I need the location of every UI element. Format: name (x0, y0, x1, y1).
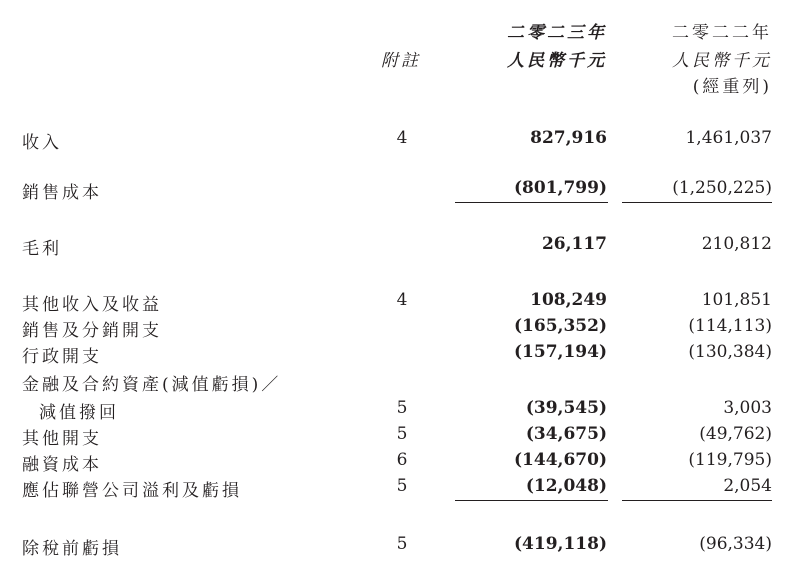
row-label-other-expenses: 其他開支 (22, 429, 102, 449)
row-2023-share-of-associates: (12,048) (525, 476, 607, 496)
row-2023-finance-costs: (144,670) (514, 450, 607, 470)
row-2022-selling-expenses: (114,113) (688, 316, 772, 336)
row-2022-loss-before-tax: (96,334) (699, 534, 772, 554)
row-note-loss-before-tax: 5 (396, 534, 408, 554)
unit-2022-header: 人民幣千元 (672, 51, 772, 71)
row-2022-share-of-associates: 2,054 (723, 476, 772, 496)
row-2022-other-expenses: (49,762) (699, 424, 772, 444)
total-rule-2023 (455, 500, 608, 501)
row-2022-other-income: 101,851 (701, 290, 772, 310)
row-2022-revenue: 1,461,037 (685, 128, 772, 148)
row-2023-impairment: (39,545) (525, 398, 607, 418)
row-2023-revenue: 827,916 (530, 128, 607, 148)
year-2022-header: 二零二二年 (672, 23, 772, 43)
row-2022-cost-of-sales: (1,250,225) (672, 178, 772, 198)
row-2023-admin-expenses: (157,194) (514, 342, 607, 362)
row-2023-selling-expenses: (165,352) (514, 316, 607, 336)
row-note-revenue: 4 (396, 128, 408, 148)
row-label-finance-costs: 融資成本 (22, 455, 102, 475)
row-2022-impairment: 3,003 (723, 398, 772, 418)
unit-2023-header: 人民幣千元 (507, 51, 607, 71)
note-column-header: 附註 (381, 51, 421, 71)
total-rule-2022 (622, 500, 772, 501)
subtotal-rule-2022 (622, 202, 772, 203)
row-label-selling-expenses: 銷售及分銷開支 (22, 321, 162, 341)
row-note-other-income: 4 (396, 290, 408, 310)
row-label-cost-of-sales: 銷售成本 (22, 183, 102, 203)
subtotal-rule-2023 (455, 202, 608, 203)
row-2023-loss-before-tax: (419,118) (514, 534, 607, 554)
row-2023-gross-profit: 26,117 (541, 234, 607, 254)
row-note-finance-costs: 6 (396, 450, 408, 470)
row-label-other-income: 其他收入及收益 (22, 295, 162, 315)
row-note-share-of-associates: 5 (396, 476, 408, 496)
row-label-share-of-associates: 應佔聯營公司溢利及虧損 (22, 481, 242, 501)
year-2023-header: 二零二三年 (507, 23, 607, 43)
restated-label: (經重列) (692, 77, 772, 97)
row-label-revenue: 收入 (22, 133, 62, 153)
row-label-impairment-line2: 減值撥回 (39, 403, 119, 423)
row-label-admin-expenses: 行政開支 (22, 347, 102, 367)
row-note-other-expenses: 5 (396, 424, 408, 444)
row-2022-gross-profit: 210,812 (701, 234, 772, 254)
row-2022-finance-costs: (119,795) (688, 450, 772, 470)
row-label-impairment-line1: 金融及合約資產(減值虧損)／ (22, 375, 282, 395)
row-note-impairment: 5 (396, 398, 408, 418)
row-label-loss-before-tax: 除稅前虧損 (22, 539, 122, 559)
row-2022-admin-expenses: (130,384) (688, 342, 772, 362)
row-2023-other-expenses: (34,675) (525, 424, 607, 444)
row-label-gross-profit: 毛利 (22, 239, 62, 259)
row-2023-other-income: 108,249 (530, 290, 607, 310)
row-2023-cost-of-sales: (801,799) (514, 178, 607, 198)
